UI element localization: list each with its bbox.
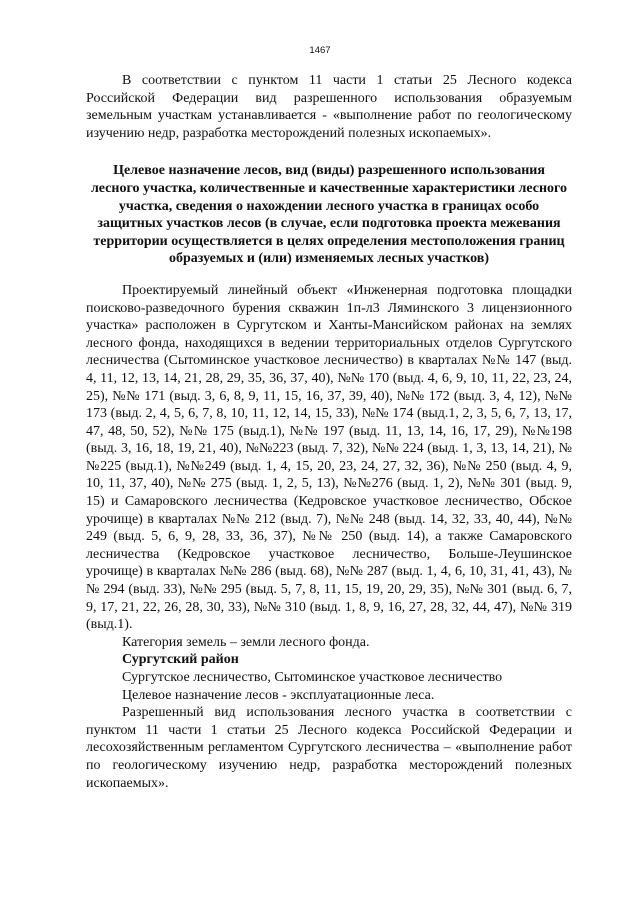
forestry-line: Сургутское лесничество, Сытоминское участковое лесничество bbox=[122, 670, 503, 685]
forest-purpose-line: Целевое назначение лесов - эксплуатационные леса. bbox=[122, 687, 435, 703]
intro-paragraph: В соответствии с пунктом 11 части 1 статьи 25 Лесного кодекса Российской Федерации вид разрешенного использования образуемым земельным участкам устанавливается - «выполнение работ по геологическому изучению недр, разработка месторождений полезных ископаемых». bbox=[86, 73, 572, 141]
object-location-paragraph: Проектируемый линейный объект «Инженерная подготовка площадки поисково-разведочного бурения скважин 1п-л3 Ляминского 3 лицензионного участка» расположен в Сургутском и Ханты-Мансийском районах на землях лесного фонда, находящихся в ведении территориальных отделов Сургутского лесничества (Сытоминское участковое лесничество) в кварталах №№ 147 (выд. 4, 11, 12, 13, 14, 21, 28, 29, 35, 36, 37, 40), №№ 170 (выд. 4, 6, 9, 10, 11, 22, 23, 24, 25), №№ 171 (выд. 3, 6, 8, 9, 11, 15, 16, 37, 39, 40), №№ 172 (выд. 3, 4, 12), №№ 173 (выд. 2, 4, 5, 6, 7, 8, 10, 11, 12, 14, 15, 33), №№ 174 (выд.1, 2, 3, 5, 6, 7, 13, 17, 47, 48, 50, 52), №№ 175 (выд.1), №№ 197 (выд. 11, 13, 14, 16, 17, 29), №№198 (выд. 3, 16, 18, 19, 21, 40), №№223 (выд. 7, 32), №№ 224 (выд. 1, 3, 13, 14, 21), №№225 (выд.1), №№249 (выд. 1, 4, 15, 20, 23, 24, 27, 32, 36), №№ 250 (выд. 4, 9, 10, 11, 37, 40), №№ 275 (выд. 1, 2, 5, 13), №№276 (выд. 1, 2), №№ 301 (выд. 9, 15) и Самаровского лесничества (Кедровское участковое лесничество, Обское урочище) в кварталах №№ 212 (выд. 7), №№ 248 (выд. 14, 32, 33, 40, 44), №№ 249 (выд. 5, 6, 9, 28, 33, 36, 37), №№ 250 (выд. 14), а также Самаровского лесничества (Кедровское участковое лесничество, Больше-Леушинское урочище) в кварталах №№ 286 (выд. 68), №№ 287 (выд. 1, 4, 6, 10, 31, 41, 43), №№ 294 (выд. 33), №№ 295 (выд. 5, 7, 8, 11, 15, 19, 20, 29, 35), №№ 301 (выд. 6, 7, 9, 17, 21, 22, 26, 28, 30, 33), №№ 310 (выд. 1, 8, 9, 16, 27, 28, 32, 44, 47), №№ 319 (выд.1). bbox=[86, 282, 572, 633]
document-body bbox=[86, 72, 572, 792]
page-number: 1467 bbox=[309, 45, 331, 56]
land-category-line: Категория земель – земли лесного фонда. bbox=[122, 634, 370, 650]
district-title: Сургутский район bbox=[122, 652, 239, 668]
permitted-use-paragraph: Разрешенный вид использования лесного участка в соответствии с пунктом 11 части 1 статьи 25 Лесного кодекса Российской Федерации и лесохозяйственным регламентом Сургутского лесничества – «выполнение работ по геологическому изучению недр, разработка месторождений полезных ископаемых». bbox=[86, 705, 572, 791]
section-heading: Целевое назначение лесов, вид (виды) разрешенного использования лесного участка, количественные и качественные характеристики лесного участка, сведения о нахождении лесного участка в границах особо защитных участков лесов (в случае, если подготовка проекта межевания территории осуществляется в целях определения местоположения границ образуемых и (или) изменяемых лесных участков) bbox=[90, 163, 568, 267]
